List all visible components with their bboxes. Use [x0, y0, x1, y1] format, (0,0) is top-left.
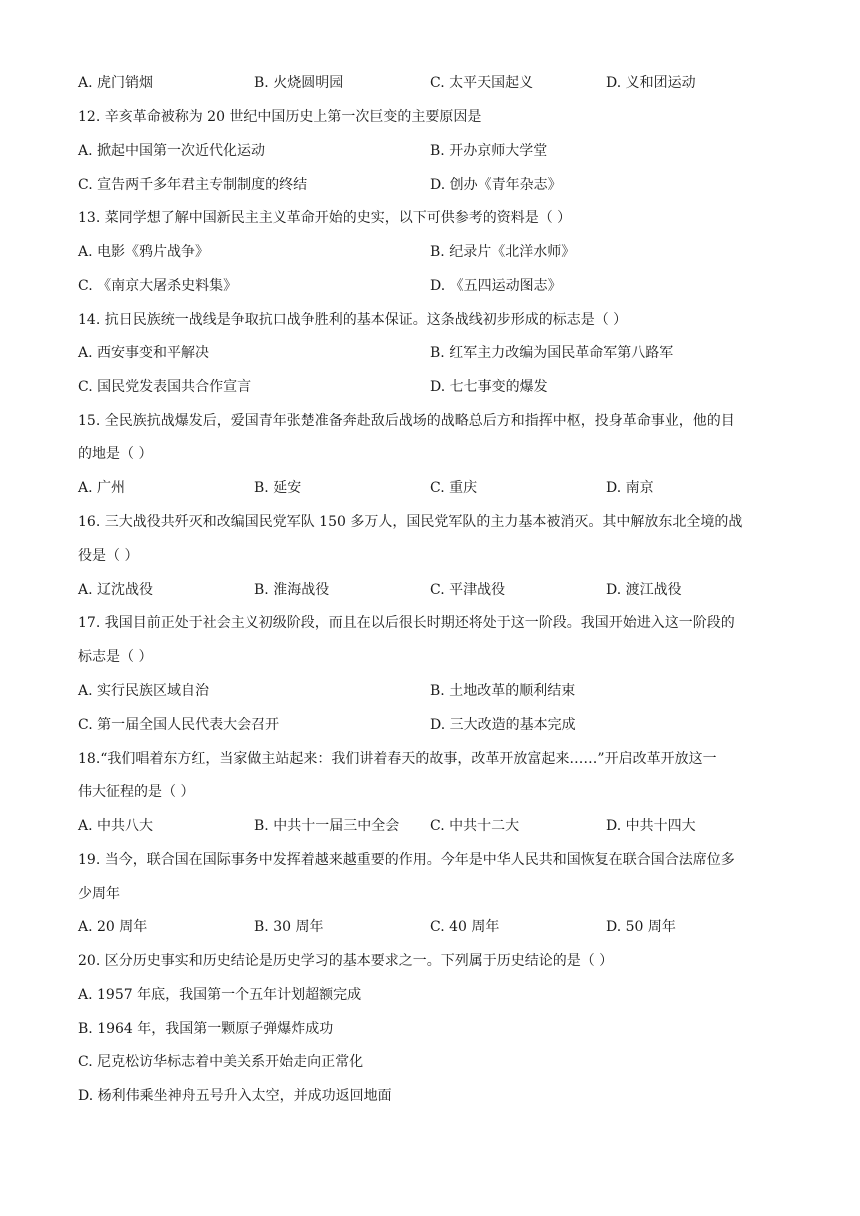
q15-option-d: D. 南京: [606, 480, 654, 496]
q18-option-c: C. 中共十二大: [430, 818, 520, 834]
q19-option-d: D. 50 周年: [606, 919, 676, 935]
q13-option-d: D. 《五四运动图志》: [430, 278, 562, 294]
q19-stem-line1: 19. 当今，联合国在国际事务中发挥着越来越重要的作用。今年是中华人民共和国恢复在联合国合法席位多: [78, 852, 735, 868]
q15-stem-line1: 15. 全民族抗战爆发后，爱国青年张楚准备奔赴敌后战场的战略总后方和指挥中枢，投身革命事业，他的目: [78, 413, 735, 429]
q20-option-b: B. 1964 年，我国第一颗原子弹爆炸成功: [78, 1021, 334, 1037]
q16-option-c: C. 平津战役: [430, 582, 506, 598]
q11-option-d: D. 义和团运动: [606, 75, 696, 91]
q12-option-c: C. 宣告两千多年君主专制制度的终结: [78, 177, 308, 193]
q19-option-a: A. 20 周年: [78, 919, 148, 935]
q14-option-a: A. 西安事变和平解决: [78, 345, 210, 361]
q15-option-b: B. 延安: [254, 480, 302, 496]
q17-option-b: B. 土地改革的顺利结束: [430, 683, 576, 699]
q13-option-b: B. 纪录片《北洋水师》: [430, 244, 576, 260]
q17-option-c: C. 第一届全国人民代表大会召开: [78, 717, 280, 733]
q12-option-b: B. 开办京师大学堂: [430, 143, 548, 159]
q13-stem: 13. 菜同学想了解中国新民主主义革命开始的史实，以下可供参考的资料是（ ）: [78, 210, 572, 226]
q20-option-a: A. 1957 年底，我国第一个五年计划超额完成: [78, 987, 362, 1003]
q18-option-a: A. 中共八大: [78, 818, 154, 834]
q12-option-a: A. 掀起中国第一次近代化运动: [78, 143, 266, 159]
q15-option-c: C. 重庆: [430, 480, 478, 496]
q13-option-a: A. 电影《鸦片战争》: [78, 244, 210, 260]
q18-stem-line1: 18.“我们唱着东方红，当家做主站起来：我们讲着春天的故事，改革开放富起来……”开启改革开放这一: [78, 751, 717, 767]
q17-stem-line1: 17. 我国目前正处于社会主义初级阶段，而且在以后很长时期还将处于这一阶段。我国开始进入这一阶段的: [78, 615, 735, 631]
q19-option-c: C. 40 周年: [430, 919, 500, 935]
q14-option-d: D. 七七事变的爆发: [430, 379, 548, 395]
q17-option-d: D. 三大改造的基本完成: [430, 717, 576, 733]
q15-stem-line2: 的地是（ ）: [78, 446, 153, 462]
q20-option-d: D. 杨利伟乘坐神舟五号升入太空，并成功返回地面: [78, 1088, 392, 1104]
q16-option-a: A. 辽沈战役: [78, 582, 154, 598]
q17-option-a: A. 实行民族区域自治: [78, 683, 210, 699]
q19-option-b: B. 30 周年: [254, 919, 324, 935]
q19-stem-line2: 少周年: [78, 886, 120, 902]
q14-stem: 14. 抗日民族统一战线是争取抗口战争胜利的基本保证。这条战线初步形成的标志是（ ）: [78, 312, 628, 328]
q16-option-b: B. 淮海战役: [254, 582, 330, 598]
q20-stem: 20. 区分历史事实和历史结论是历史学习的基本要求之一。下列属于历史结论的是（ ）: [78, 953, 614, 969]
q12-option-d: D. 创办《青年杂志》: [430, 177, 562, 193]
q16-stem-line1: 16. 三大战役共歼灭和改编国民党军队 150 多万人，国民党军队的主力基本被消灭。其中解放东北全境的战: [78, 514, 743, 530]
q16-option-d: D. 渡江战役: [606, 582, 682, 598]
q12-stem: 12. 辛亥革命被称为 20 世纪中国历史上第一次巨变的主要原因是: [78, 109, 482, 125]
q13-option-c: C. 《南京大屠杀史料集》: [78, 278, 238, 294]
q11-option-b: B. 火烧圆明园: [254, 75, 344, 91]
q14-option-b: B. 红军主力改编为国民革命军第八路军: [430, 345, 674, 361]
q18-option-b: B. 中共十一届三中全会: [254, 818, 400, 834]
q15-option-a: A. 广州: [78, 480, 126, 496]
q11-option-a: A. 虎门销烟: [78, 75, 154, 91]
q18-stem-line2: 伟大征程的是（ ）: [78, 784, 195, 800]
q11-option-c: C. 太平天国起义: [430, 75, 534, 91]
q20-option-c: C. 尼克松访华标志着中美关系开始走向正常化: [78, 1054, 364, 1070]
q14-option-c: C. 国民党发表国共合作宣言: [78, 379, 252, 395]
q17-stem-line2: 标志是（ ）: [78, 649, 153, 665]
q16-stem-line2: 役是（ ）: [78, 548, 139, 564]
q18-option-d: D. 中共十四大: [606, 818, 696, 834]
